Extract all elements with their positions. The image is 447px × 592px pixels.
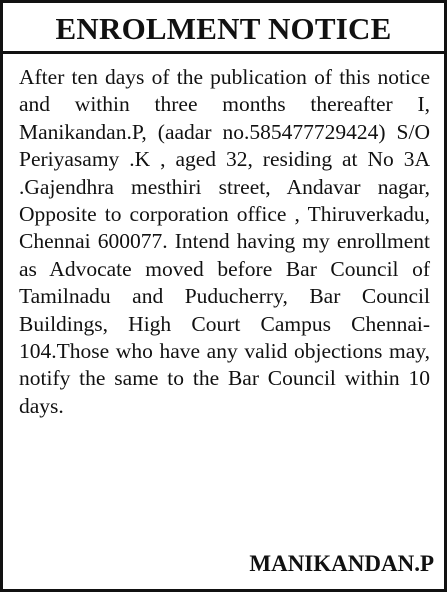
- notice-title: ENROLMENT NOTICE: [55, 11, 392, 46]
- notice-signature: MANIKANDAN.P: [249, 551, 434, 576]
- notice-body: After ten days of the publication of this notice and within three months thereafter I, Manikandan.P, (aadar no.585477729424) S/O Periyasamy .K , aged 32, residing at No 3A .Gajendhra mesthiri street, Andavar nagar, Opposite to corporation office , Thiruverkadu, Chennai 600077. Intend having my enrollment as Advocate moved before Bar Council of Tamilnadu and Puducherry, Bar Council Buildings, High Court Campus Chennai-104.Those who have any valid objections may, notify the same to the Bar Council within 10 days.: [19, 65, 430, 418]
